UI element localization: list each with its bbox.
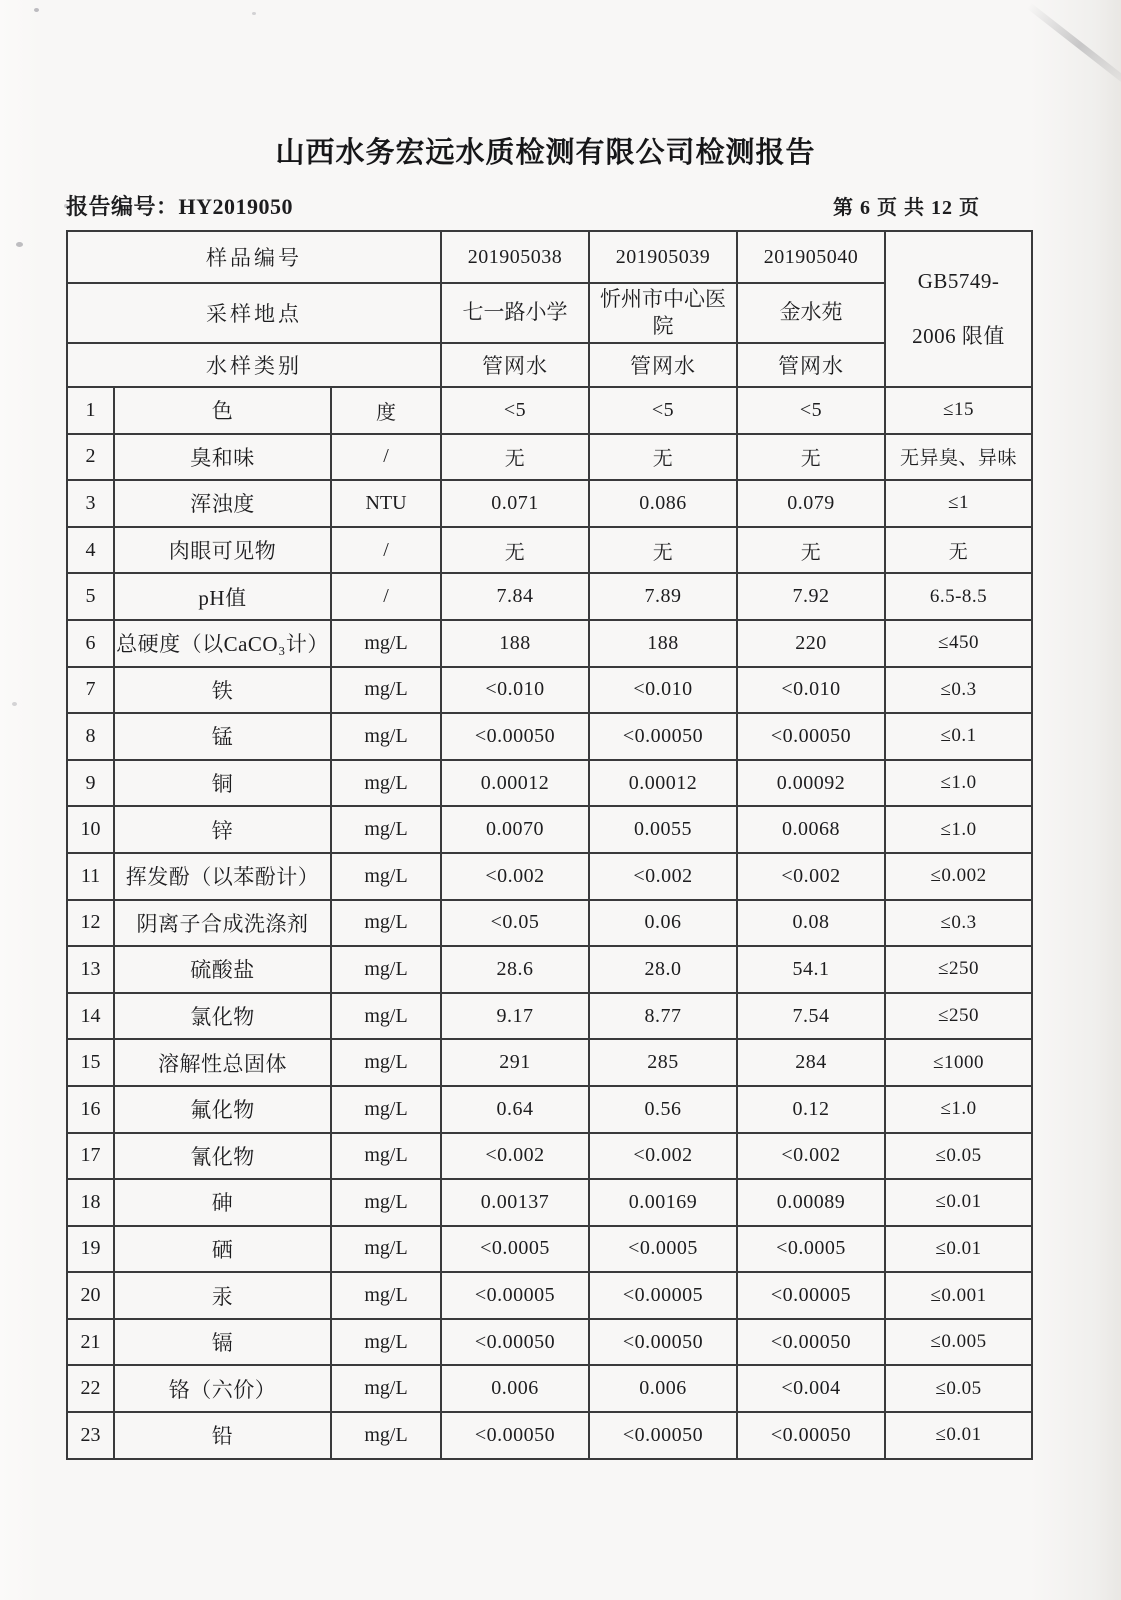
row-number: 13 xyxy=(67,946,114,993)
sample3-value: 无 xyxy=(737,434,885,481)
row-number: 7 xyxy=(67,667,114,714)
sample-location: 七一路小学 xyxy=(441,283,589,343)
table-row xyxy=(67,1039,1032,1086)
results-table-header xyxy=(67,231,1032,387)
unit: / xyxy=(331,434,441,481)
row-number: 5 xyxy=(67,573,114,620)
unit: / xyxy=(331,527,441,574)
sample2-value: 28.0 xyxy=(589,946,737,993)
sample3-value: <0.004 xyxy=(737,1365,885,1412)
parameter-name: pH值 xyxy=(114,573,331,620)
sample2-value: 0.56 xyxy=(589,1086,737,1133)
row-number: 22 xyxy=(67,1365,114,1412)
row-number: 12 xyxy=(67,900,114,947)
scan-artifact xyxy=(252,12,256,15)
sample-type-label: 水样类别 xyxy=(67,343,441,387)
results-table-body xyxy=(67,387,1032,1459)
unit: mg/L xyxy=(331,1226,441,1273)
sample3-value: 284 xyxy=(737,1039,885,1086)
unit: mg/L xyxy=(331,713,441,760)
sample-no: 201905038 xyxy=(441,231,589,283)
unit: mg/L xyxy=(331,1179,441,1226)
sample2-value: 0.00012 xyxy=(589,760,737,807)
sample1-value: <0.002 xyxy=(441,1133,589,1180)
scan-artifact xyxy=(34,8,39,12)
sample3-value: <0.00050 xyxy=(737,713,885,760)
sample3-value: <0.00005 xyxy=(737,1272,885,1319)
table-row xyxy=(67,1086,1032,1133)
scan-artifact xyxy=(16,242,23,247)
unit: mg/L xyxy=(331,1365,441,1412)
table-row xyxy=(67,713,1032,760)
sample2-value: 0.0055 xyxy=(589,806,737,853)
parameter-name: 铁 xyxy=(114,667,331,714)
sample-no: 201905040 xyxy=(737,231,885,283)
report-number-label: 报告编号： xyxy=(66,194,179,219)
sample-no-label: 样品编号 xyxy=(67,231,441,283)
page-indicator: 第 6 页 共 12 页 xyxy=(833,197,980,219)
sample1-value: <0.00005 xyxy=(441,1272,589,1319)
sample3-value: <5 xyxy=(737,387,885,434)
sample1-value: 0.00012 xyxy=(441,760,589,807)
sample1-value: <0.010 xyxy=(441,667,589,714)
table-row xyxy=(67,946,1032,993)
sample3-value: 54.1 xyxy=(737,946,885,993)
sample1-value: <5 xyxy=(441,387,589,434)
sample3-value: <0.002 xyxy=(737,1133,885,1180)
table-row xyxy=(67,620,1032,667)
sample1-value: <0.0005 xyxy=(441,1226,589,1273)
unit: mg/L xyxy=(331,853,441,900)
row-number: 10 xyxy=(67,806,114,853)
limit-value: ≤1 xyxy=(885,480,1032,527)
sample-type: 管网水 xyxy=(441,343,589,387)
report-number-value: HY2019050 xyxy=(178,194,294,219)
table-row xyxy=(67,1226,1032,1273)
limit-standard-header xyxy=(885,231,1032,387)
parameter-name: 砷 xyxy=(114,1179,331,1226)
row-number: 18 xyxy=(67,1179,114,1226)
sample2-value: 285 xyxy=(589,1039,737,1086)
report-meta-row xyxy=(66,190,980,221)
limit-value: 无 xyxy=(885,527,1032,574)
row-number: 21 xyxy=(67,1319,114,1366)
table-row xyxy=(67,1272,1032,1319)
sample2-value: <0.00050 xyxy=(589,1319,737,1366)
table-row xyxy=(67,667,1032,714)
limit-value: ≤0.3 xyxy=(885,900,1032,947)
sample3-value: <0.00050 xyxy=(737,1412,885,1459)
row-number: 1 xyxy=(67,387,114,434)
sample2-value: <0.002 xyxy=(589,853,737,900)
sample3-value: <0.002 xyxy=(737,853,885,900)
table-row xyxy=(67,387,1032,434)
sample2-value: 0.086 xyxy=(589,480,737,527)
sample2-value: <0.00050 xyxy=(589,713,737,760)
unit: mg/L xyxy=(331,620,441,667)
row-number: 23 xyxy=(67,1412,114,1459)
parameter-name: 阴离子合成洗涤剂 xyxy=(114,900,331,947)
parameter-name: 镉 xyxy=(114,1319,331,1366)
table-row xyxy=(67,480,1032,527)
table-row xyxy=(67,434,1032,481)
sample2-value: <0.00050 xyxy=(589,1412,737,1459)
sample3-value: <0.00050 xyxy=(737,1319,885,1366)
unit: mg/L xyxy=(331,1039,441,1086)
limit-standard-line2: 2006 限值 xyxy=(912,323,1005,348)
parameter-name: 硒 xyxy=(114,1226,331,1273)
unit: mg/L xyxy=(331,1133,441,1180)
sample2-value: <0.00005 xyxy=(589,1272,737,1319)
sample-location: 金水苑 xyxy=(737,283,885,343)
sample2-value: 7.89 xyxy=(589,573,737,620)
sample3-value: 7.92 xyxy=(737,573,885,620)
unit: 度 xyxy=(331,387,441,434)
limit-value: 6.5-8.5 xyxy=(885,573,1032,620)
table-row xyxy=(67,760,1032,807)
limit-value: ≤1.0 xyxy=(885,806,1032,853)
table-row xyxy=(67,1179,1032,1226)
sample2-value: 0.06 xyxy=(589,900,737,947)
limit-value: ≤450 xyxy=(885,620,1032,667)
row-number: 4 xyxy=(67,527,114,574)
sample1-value: 0.006 xyxy=(441,1365,589,1412)
limit-value: ≤250 xyxy=(885,946,1032,993)
sample1-value: 0.00137 xyxy=(441,1179,589,1226)
sample3-value: 0.079 xyxy=(737,480,885,527)
results-table xyxy=(66,230,1033,1460)
parameter-name: 氯化物 xyxy=(114,993,331,1040)
sample1-value: <0.002 xyxy=(441,853,589,900)
parameter-name: 氰化物 xyxy=(114,1133,331,1180)
parameter-name: 锰 xyxy=(114,713,331,760)
sample3-value: 无 xyxy=(737,527,885,574)
unit: NTU xyxy=(331,480,441,527)
page-title: 山西水务宏远水质检测有限公司检测报告 xyxy=(275,137,816,169)
row-number: 2 xyxy=(67,434,114,481)
sample2-value: 0.006 xyxy=(589,1365,737,1412)
parameter-name: 铜 xyxy=(114,760,331,807)
sample1-value: 无 xyxy=(441,527,589,574)
unit: mg/L xyxy=(331,1412,441,1459)
row-number: 9 xyxy=(67,760,114,807)
limit-value: ≤15 xyxy=(885,387,1032,434)
sample3-value: 7.54 xyxy=(737,993,885,1040)
limit-standard-line1: GB5749- xyxy=(917,268,1000,293)
sample1-value: <0.00050 xyxy=(441,1412,589,1459)
unit: mg/L xyxy=(331,900,441,947)
sample2-value: <5 xyxy=(589,387,737,434)
unit: / xyxy=(331,573,441,620)
row-number: 8 xyxy=(67,713,114,760)
sample2-value: <0.002 xyxy=(589,1133,737,1180)
limit-value: ≤0.1 xyxy=(885,713,1032,760)
sample1-value: 291 xyxy=(441,1039,589,1086)
sample1-value: 0.0070 xyxy=(441,806,589,853)
row-number: 19 xyxy=(67,1226,114,1273)
sample2-value: 无 xyxy=(589,434,737,481)
limit-value: ≤0.01 xyxy=(885,1412,1032,1459)
report-number xyxy=(66,190,293,221)
row-number: 14 xyxy=(67,993,114,1040)
limit-value: ≤250 xyxy=(885,993,1032,1040)
limit-value: ≤0.05 xyxy=(885,1365,1032,1412)
table-row xyxy=(67,1365,1032,1412)
sample2-value: <0.010 xyxy=(589,667,737,714)
sample2-value: 无 xyxy=(589,527,737,574)
table-row xyxy=(67,806,1032,853)
limit-value: ≤0.001 xyxy=(885,1272,1032,1319)
location-label: 采样地点 xyxy=(67,283,441,343)
limit-value: ≤1000 xyxy=(885,1039,1032,1086)
table-row xyxy=(67,1412,1032,1459)
table-row xyxy=(67,527,1032,574)
scan-artifact xyxy=(1027,3,1121,89)
sample3-value: 0.12 xyxy=(737,1086,885,1133)
sample3-value: 0.00092 xyxy=(737,760,885,807)
row-number: 16 xyxy=(67,1086,114,1133)
parameter-name: 汞 xyxy=(114,1272,331,1319)
header-row-sample-no xyxy=(67,231,1032,283)
limit-value: ≤1.0 xyxy=(885,760,1032,807)
parameter-name: 挥发酚（以苯酚计） xyxy=(114,853,331,900)
sample3-value: <0.0005 xyxy=(737,1226,885,1273)
limit-value: ≤0.01 xyxy=(885,1179,1032,1226)
row-number: 15 xyxy=(67,1039,114,1086)
table-row xyxy=(67,853,1032,900)
sample3-value: <0.010 xyxy=(737,667,885,714)
sample-location: 忻州市中心医院 xyxy=(589,283,737,343)
parameter-name: 色 xyxy=(114,387,331,434)
row-number: 20 xyxy=(67,1272,114,1319)
table-row xyxy=(67,993,1032,1040)
sample2-value: 0.00169 xyxy=(589,1179,737,1226)
scan-artifact xyxy=(12,702,17,706)
sample3-value: 0.00089 xyxy=(737,1179,885,1226)
row-number: 6 xyxy=(67,620,114,667)
sample1-value: <0.05 xyxy=(441,900,589,947)
unit: mg/L xyxy=(331,1272,441,1319)
sample1-value: 7.84 xyxy=(441,573,589,620)
unit: mg/L xyxy=(331,1086,441,1133)
table-row xyxy=(67,900,1032,947)
sample2-value: 188 xyxy=(589,620,737,667)
parameter-name: 肉眼可见物 xyxy=(114,527,331,574)
row-number: 11 xyxy=(67,853,114,900)
table-row xyxy=(67,573,1032,620)
parameter-name: 铅 xyxy=(114,1412,331,1459)
parameter-name: 浑浊度 xyxy=(114,480,331,527)
limit-value: ≤0.005 xyxy=(885,1319,1032,1366)
limit-value: ≤0.01 xyxy=(885,1226,1032,1273)
parameter-name: 臭和味 xyxy=(114,434,331,481)
sample1-value: 无 xyxy=(441,434,589,481)
limit-value: 无异臭、异味 xyxy=(885,434,1032,481)
sample1-value: 9.17 xyxy=(441,993,589,1040)
sample1-value: 0.071 xyxy=(441,480,589,527)
unit: mg/L xyxy=(331,946,441,993)
sample3-value: 0.0068 xyxy=(737,806,885,853)
sample1-value: 0.64 xyxy=(441,1086,589,1133)
parameter-name: 硫酸盐 xyxy=(114,946,331,993)
unit: mg/L xyxy=(331,993,441,1040)
unit: mg/L xyxy=(331,760,441,807)
parameter-name: 氟化物 xyxy=(114,1086,331,1133)
limit-value: ≤0.3 xyxy=(885,667,1032,714)
sample-type: 管网水 xyxy=(737,343,885,387)
parameter-name: 铬（六价） xyxy=(114,1365,331,1412)
unit: mg/L xyxy=(331,806,441,853)
unit: mg/L xyxy=(331,667,441,714)
sample2-value: 8.77 xyxy=(589,993,737,1040)
sample3-value: 220 xyxy=(737,620,885,667)
sample1-value: <0.00050 xyxy=(441,1319,589,1366)
table-row xyxy=(67,1319,1032,1366)
sample1-value: <0.00050 xyxy=(441,713,589,760)
sample2-value: <0.0005 xyxy=(589,1226,737,1273)
sample1-value: 28.6 xyxy=(441,946,589,993)
row-number: 17 xyxy=(67,1133,114,1180)
row-number: 3 xyxy=(67,480,114,527)
limit-value: ≤0.05 xyxy=(885,1133,1032,1180)
limit-value: ≤1.0 xyxy=(885,1086,1032,1133)
sample-no: 201905039 xyxy=(589,231,737,283)
limit-value: ≤0.002 xyxy=(885,853,1032,900)
parameter-name: 锌 xyxy=(114,806,331,853)
table-row xyxy=(67,1133,1032,1180)
parameter-name: 总硬度（以CaCO₃计） xyxy=(114,620,331,667)
sample1-value: 188 xyxy=(441,620,589,667)
unit: mg/L xyxy=(331,1319,441,1366)
sample-type: 管网水 xyxy=(589,343,737,387)
parameter-name: 溶解性总固体 xyxy=(114,1039,331,1086)
limit-standard-header-lines xyxy=(886,269,1031,350)
sample3-value: 0.08 xyxy=(737,900,885,947)
